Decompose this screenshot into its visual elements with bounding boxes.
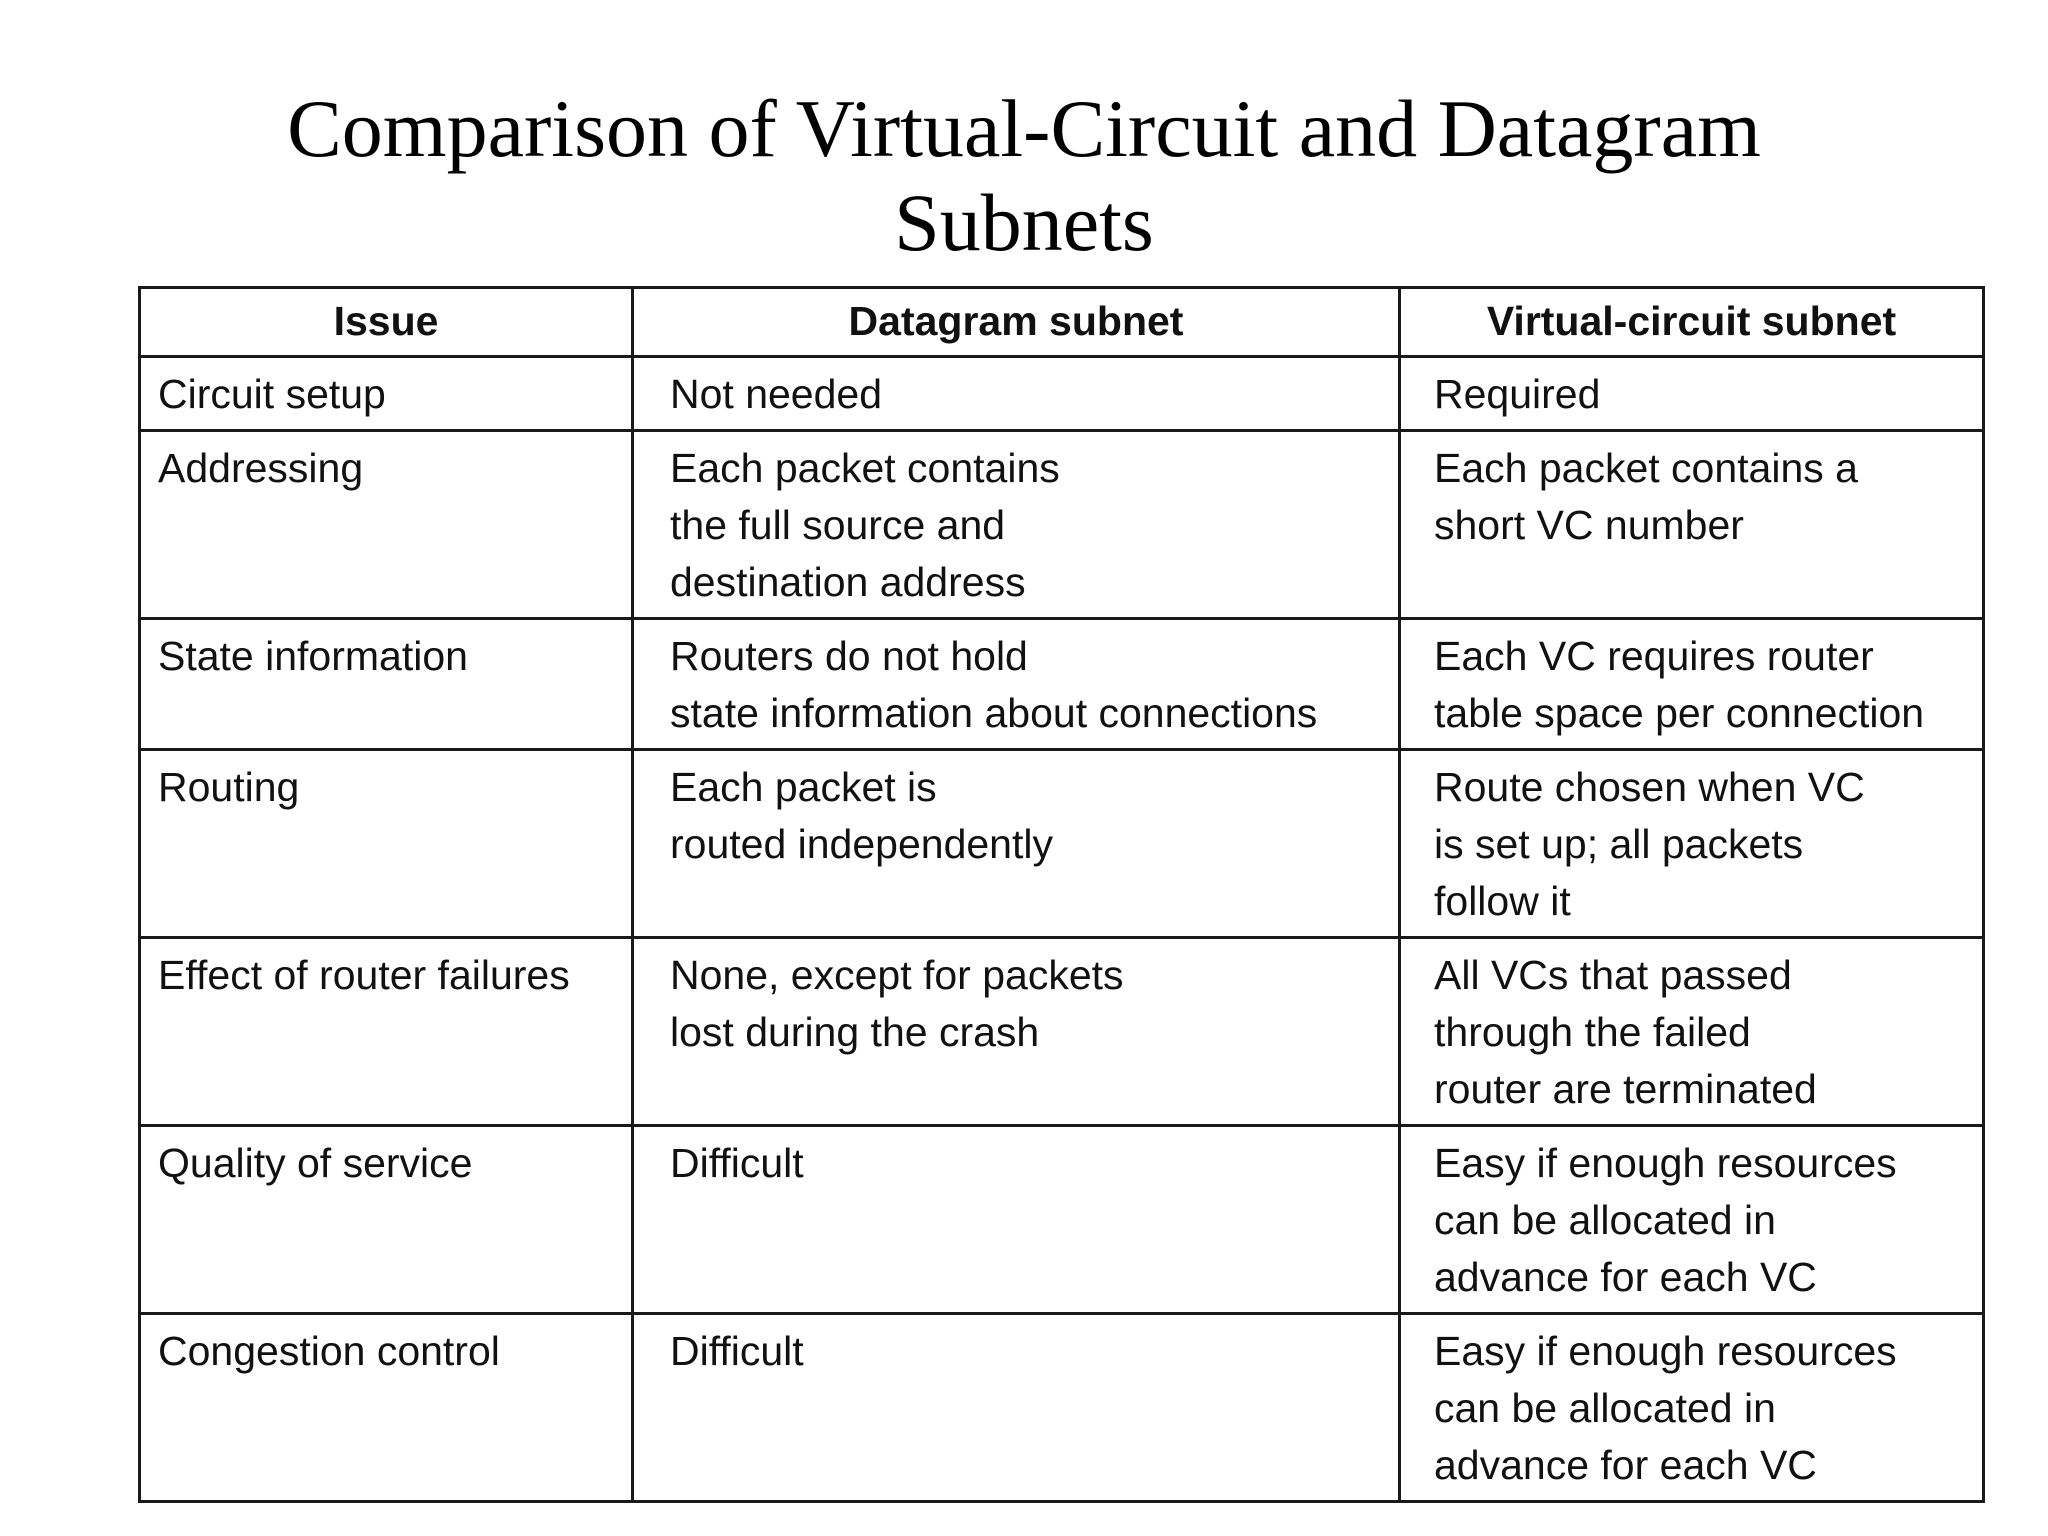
issue-text: Addressing xyxy=(158,445,364,491)
datagram-cell xyxy=(633,1314,1400,1502)
slide-title-line-2: Subnets xyxy=(894,177,1154,268)
datagram-text: Routers do not hold state information about connections xyxy=(670,633,1318,736)
issue-cell xyxy=(140,431,633,619)
issue-text: State information xyxy=(158,633,468,679)
issue-cell xyxy=(140,357,633,431)
issue-cell xyxy=(140,750,633,938)
header-virtual-circuit-subnet: Virtual-circuit subnet xyxy=(1400,288,1984,357)
issue-cell xyxy=(140,619,633,750)
datagram-text: None, except for packets lost during the crash xyxy=(670,952,1124,1055)
datagram-text: Each packet is routed independently xyxy=(670,764,1053,867)
issue-cell xyxy=(140,1314,633,1502)
virtual-circuit-text: Easy if enough resources can be allocated in advance for each VC xyxy=(1434,1328,1897,1488)
virtual-circuit-text: All VCs that passed through the failed router are terminated xyxy=(1434,952,1817,1112)
table-row xyxy=(140,357,1984,431)
virtual-circuit-text: Required xyxy=(1434,371,1601,417)
datagram-cell xyxy=(633,1126,1400,1314)
issue-text: Routing xyxy=(158,764,300,810)
header-datagram-subnet: Datagram subnet xyxy=(633,288,1400,357)
table-row xyxy=(140,1126,1984,1314)
datagram-cell xyxy=(633,357,1400,431)
table-header-row xyxy=(140,288,1984,357)
table-row xyxy=(140,619,1984,750)
virtual-circuit-text: Route chosen when VC is set up; all packets follow it xyxy=(1434,764,1865,924)
issue-cell xyxy=(140,1126,633,1314)
issue-cell xyxy=(140,938,633,1126)
virtual-circuit-cell xyxy=(1400,750,1984,938)
datagram-cell xyxy=(633,431,1400,619)
virtual-circuit-cell xyxy=(1400,357,1984,431)
virtual-circuit-text: Easy if enough resources can be allocated in advance for each VC xyxy=(1434,1140,1897,1300)
issue-text: Effect of router failures xyxy=(158,952,570,998)
table-row xyxy=(140,1314,1984,1502)
datagram-text: Difficult xyxy=(670,1140,804,1186)
virtual-circuit-cell xyxy=(1400,431,1984,619)
virtual-circuit-cell xyxy=(1400,1126,1984,1314)
table-row xyxy=(140,431,1984,619)
issue-text: Circuit setup xyxy=(158,371,386,417)
virtual-circuit-text: Each packet contains a short VC number xyxy=(1434,445,1858,548)
virtual-circuit-cell xyxy=(1400,938,1984,1126)
table-row xyxy=(140,938,1984,1126)
datagram-cell xyxy=(633,938,1400,1126)
datagram-text: Not needed xyxy=(670,371,883,417)
datagram-cell xyxy=(633,619,1400,750)
datagram-cell xyxy=(633,750,1400,938)
datagram-text: Each packet contains the full source and destination address xyxy=(670,445,1060,605)
virtual-circuit-cell xyxy=(1400,1314,1984,1502)
issue-text: Congestion control xyxy=(158,1328,500,1374)
virtual-circuit-cell xyxy=(1400,619,1984,750)
slide-title xyxy=(0,82,2048,270)
virtual-circuit-text: Each VC requires router table space per connection xyxy=(1434,633,1925,736)
datagram-text: Difficult xyxy=(670,1328,804,1374)
comparison-table xyxy=(138,286,1985,1503)
table-row xyxy=(140,750,1984,938)
issue-text: Quality of service xyxy=(158,1140,473,1186)
slide-title-line-1: Comparison of Virtual-Circuit and Datagram xyxy=(287,83,1761,174)
header-issue: Issue xyxy=(140,288,633,357)
